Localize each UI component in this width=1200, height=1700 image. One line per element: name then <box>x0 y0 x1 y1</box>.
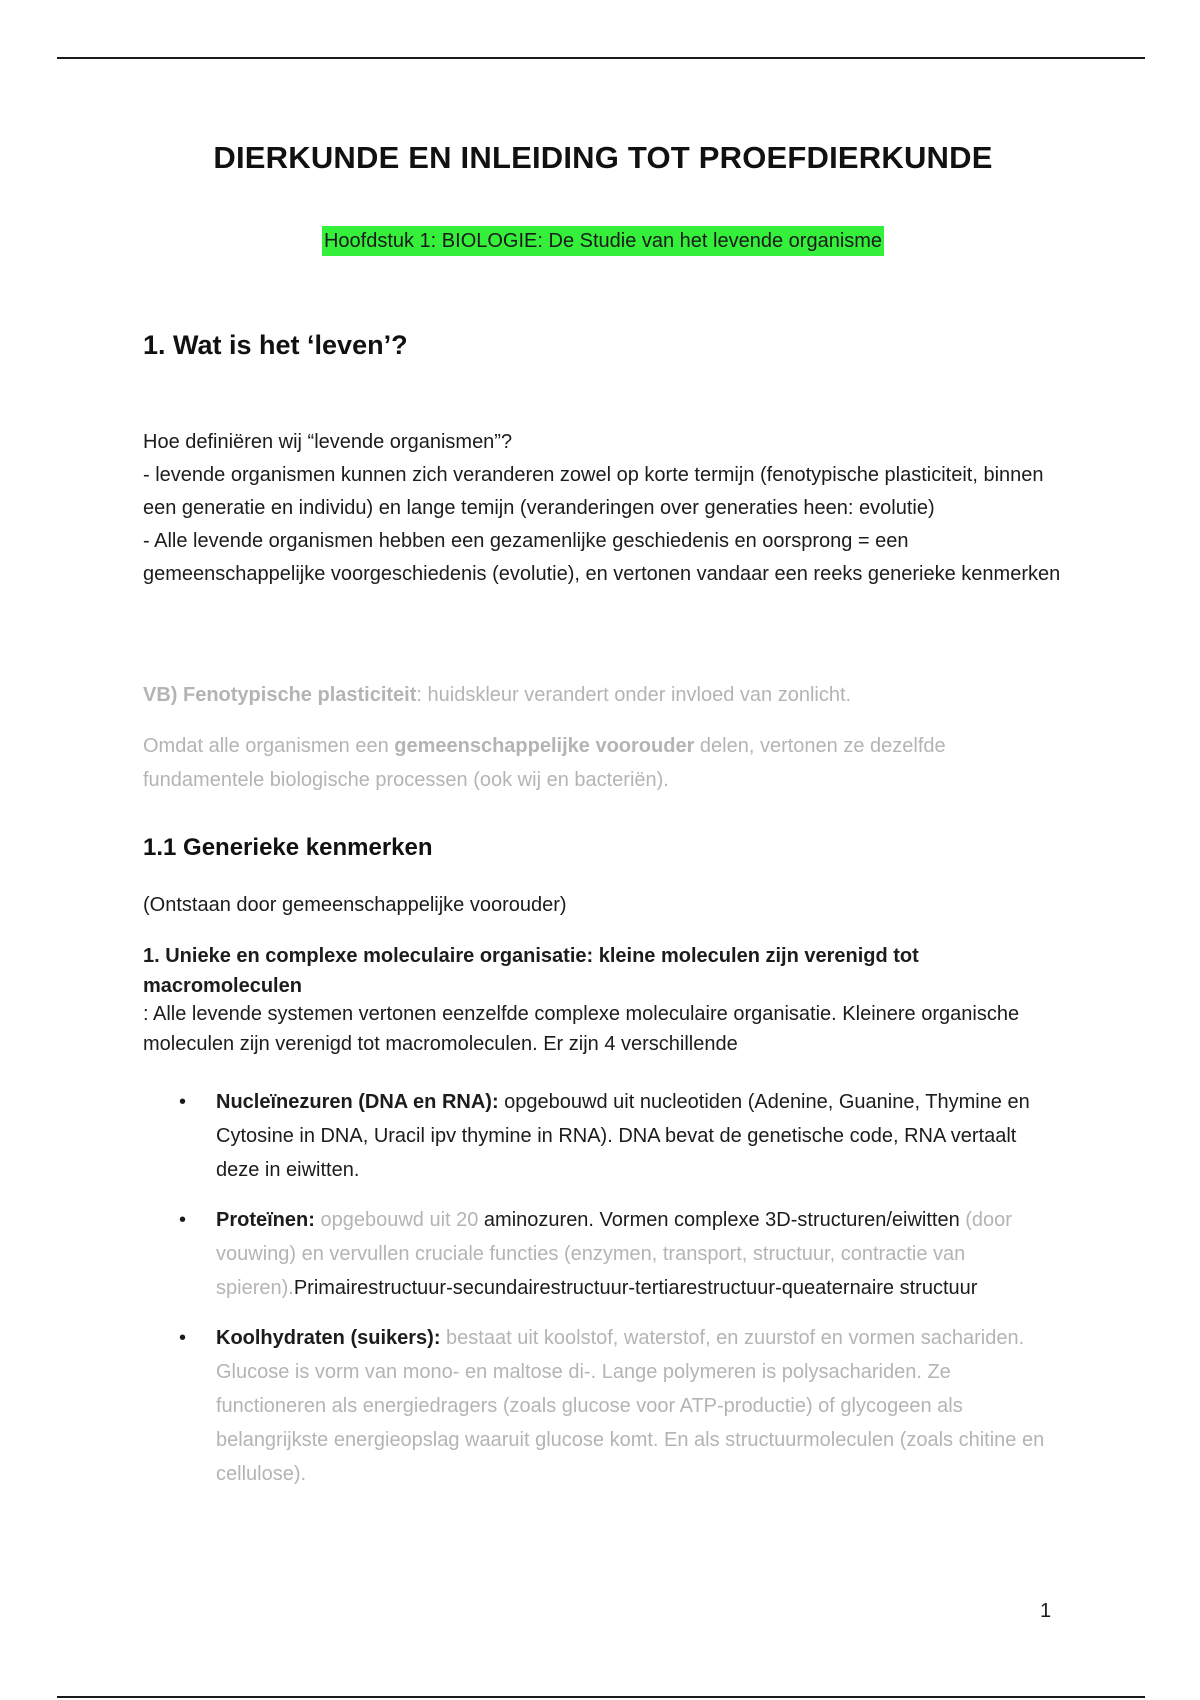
list-item-text: Primairestructuur-secundairestructuur-tertiarestructuur-queaternaire structuur <box>293 1277 978 1299</box>
common-ancestor-text-end: delen, vertonen ze dezelfde fundamentele biologische processen (ook wij en bacteriën). <box>143 735 946 791</box>
list-item-label: Nucleïnezuren (DNA en RNA): <box>216 1091 499 1113</box>
common-ancestor-paragraph <box>143 729 1063 797</box>
list-item-label: Koolhydraten (suikers): <box>216 1327 441 1349</box>
list-item-proteins <box>143 1203 1063 1305</box>
macromolecule-list <box>143 1085 1063 1507</box>
subsection-heading-molecular-organisation: 1. Unieke en complexe moleculaire organisatie: kleine moleculen zijn verenigd tot macromoleculen <box>143 945 919 997</box>
subsection-text: : Alle levende systemen vertonen eenzelfde complexe moleculaire organisatie. Kleinere organische moleculen zijn verenigd tot macromoleculen. Er zijn 4 verschillende <box>143 1003 1020 1055</box>
intro-question: Hoe definiëren wij “levende organismen”? <box>143 431 513 453</box>
intro-paragraph <box>143 426 1063 591</box>
list-item-nucleic-acids <box>143 1085 1063 1187</box>
common-ancestor-text-start: Omdat alle organismen een <box>143 735 395 757</box>
chapter-heading-highlighted: Hoofdstuk 1: BIOLOGIE: De Studie van het levende organisme <box>322 226 884 256</box>
list-item-text: opgebouwd uit nucleotiden (Adenine, Guanine, Thymine en Cytosine in DNA, Uracil ipv thymine in RNA). DNA bevat de genetische code, RNA vertaalt deze in eiwitten. <box>216 1091 1030 1181</box>
bottom-border-line <box>57 1696 1145 1698</box>
common-ancestor-bold: gemeenschappelijke voorouder <box>394 735 695 757</box>
bullet-icon: • <box>179 1091 187 1113</box>
section-heading-what-is-life: 1. Wat is het ‘leven’? <box>143 330 408 360</box>
bullet-icon: • <box>179 1327 187 1349</box>
intro-point-2: - Alle levende organismen hebben een gezamenlijke geschiedenis en oorsprong = een gemeenschappelijke voorgeschiedenis (evolutie), en vertonen vandaar een reeks generieke kenmerken <box>143 530 1061 585</box>
list-item-faint-text: bestaat uit koolstof, waterstof, en zuurstof en vormen sachariden. Glucose is vorm van mono- en maltose di-. Lange polymeren is polysachariden. Ze functioneren als energiedragers (zoals glucose voor ATP-productie) of glycogeen als belangrijkste energieopslag waaruit glucose komt. En als structuurmoleculen (zoals chitine en cellulose). <box>216 1327 1045 1485</box>
origin-note: (Ontstaan door gemeenschappelijke voorouder) <box>143 894 567 916</box>
section-heading-generic-features: 1.1 Generieke kenmerken <box>143 834 433 861</box>
document-title: DIERKUNDE EN INLEIDING TOT PROEFDIERKUNDE <box>213 140 993 175</box>
example-label: VB) Fenotypische plasticiteit <box>143 684 417 706</box>
list-item-faint-text: (door vouwing) en vervullen cruciale functies (enzymen, transport, structuur, contractie van spieren). <box>216 1209 1012 1299</box>
page-number: 1 <box>1040 1600 1052 1622</box>
list-item-faint-text: opgebouwd uit 20 <box>314 1209 479 1231</box>
example-text: : huidskleur verandert onder invloed van zonlicht. <box>416 684 852 706</box>
chapter-heading-wrap <box>143 226 1063 256</box>
example-phenotypic-plasticity <box>143 678 851 712</box>
list-item-label: Proteïnen: <box>216 1209 315 1231</box>
list-item-text: aminozuren. Vormen complexe 3D-structuren/eiwitten <box>478 1209 960 1231</box>
list-item-carbohydrates <box>143 1321 1063 1491</box>
top-border-line <box>57 57 1145 59</box>
bullet-icon: • <box>179 1209 187 1231</box>
intro-point-1: - levende organismen kunnen zich veranderen zowel op korte termijn (fenotypische plasticiteit, binnen een generatie en individu) en lange temijn (veranderingen over generaties heen: evolutie) <box>143 464 1044 519</box>
